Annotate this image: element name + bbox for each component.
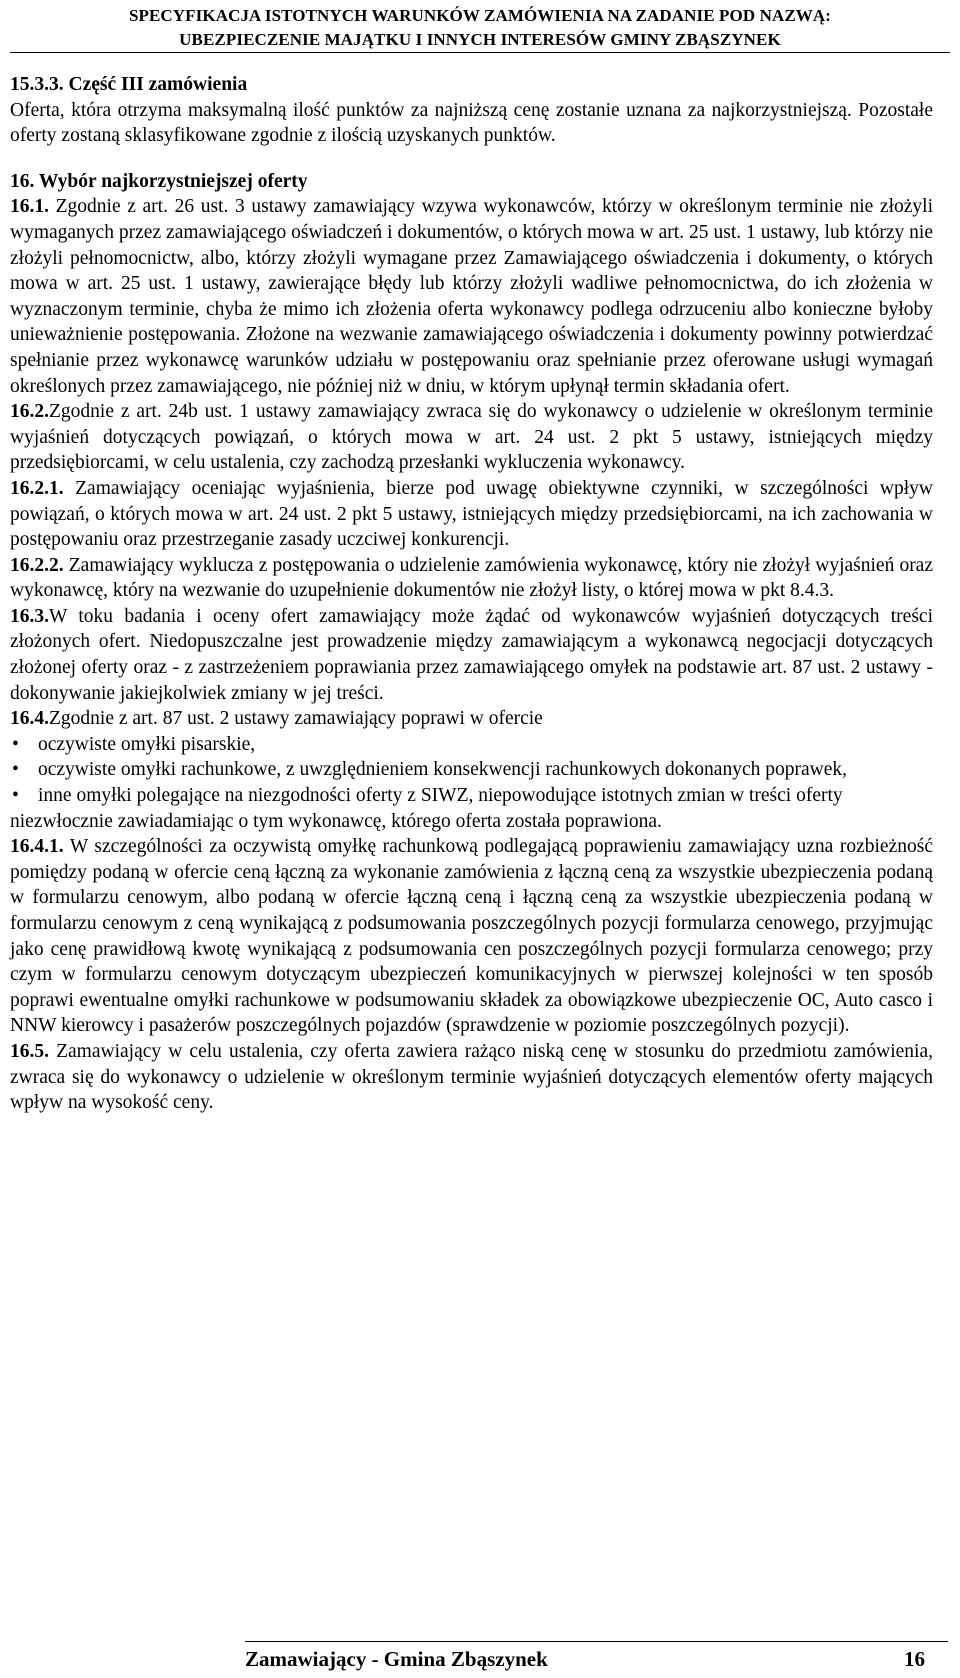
list-item: • inne omyłki polegające na niezgodności oferty z SIWZ, niepowodujące istotnych zmian w treści oferty [10,783,933,809]
section-16-5: 16.5. Zamawiający w celu ustalenia, czy oferta zawiera rażąco niską cenę w stosunku do przedmiotu zamówienia, zwraca się do wykonawcy o udzielenie w określonym terminie wyjaśnień dotyczących elementów oferty mających wpływ na wysokość ceny. [10,1040,933,1114]
section-number: 16.2. [10,401,49,423]
footer-organization: Zamawiający - Gmina Zbąszynek [245,1647,548,1671]
bullet-icon: • [12,759,19,781]
section-number: 16.3. [10,605,49,627]
section-16-2: 16.2.Zgodnie z art. 24b ust. 1 ustawy zamawiający zwraca się do wykonawcy o udzielenie w określonym terminie wyjaśnień dotyczących powiązań, o których mowa w art. 24 ust. 2 pkt 5 ustawy, istniejących między przedsiębiorcami, w celu ustalenia, czy zachodzą przesłanki wykluczenia wykonawcy. [10,401,933,474]
section-15-3-3-heading: 15.3.3. Część III zamówienia [10,74,248,95]
bullet-icon: • [12,733,19,755]
section-number: 16.4.1. [10,836,64,858]
bullet-icon: • [12,785,19,807]
section-15-3-3-text: Oferta, która otrzyma maksymalną ilość punktów za najniższą cenę zostanie uznana za najkorzystniejszą. Pozostałe oferty zostaną sklasyfikowane zgodnie z ilością uzyskanych punktów. [10,99,933,147]
page-number: 16 [904,1647,925,1671]
section-number: 16.4. [10,708,49,730]
section-number: 16.2.1. [10,477,64,499]
header-divider [10,52,950,53]
section-16-4-after: niezwłocznie zawiadamiając o tym wykonawcę, którego oferta została poprawiona. [10,810,662,832]
section-16-4-1: 16.4.1. W szczególności za oczywistą omyłkę rachunkową podlegającą poprawieniu zamawiający uzna rozbieżność pomiędzy podaną w ofercie ceną łączną za wykonanie zamówienia z łączną ceną za wszystkie ubezpieczenia podaną w formularzu cenowym, albo podaną w ofercie łączną ceną i łączną ceną za wszystkie ubezpieczenia podaną w formularzu cenowym z ceną wynikającą z podsumowania poszczególnych pozycji formularza cenowego, przyjmując jako cenę prawidłową kwotę wynikającą z podsumowania cen poszczególnych pozycji formularza cenowego; przy czym w formularzu cenowym dotyczącym ubezpieczeń komunikacyjnych w pierwszej kolejności w ten sposób poprawi ewentualne omyłki rachunkowe w podsumowaniu składek za obowiązkowe ubezpieczenie OC, Auto casco i NNW kierowcy i pasażerów poszczególnych pojazdów (sprawdzenie w poziomie poszczególnych pozycji). [10,836,933,1037]
section-16-1: 16.1. Zgodnie z art. 26 ust. 3 ustawy zamawiający wzywa wykonawców, którzy w określonym terminie nie złożyli wymaganych przez zamawiającego oświadczeń i dokumentów, o których mowa w art. 25 ust. 1 ustawy, lub którzy nie złożyli pełnomocnictw, albo, którzy złożyli wymagane przez Zamawiającego oświadczenia i dokumenty, o których mowa w art. 25 ust. 1 ustawy, zawierające błędy lub którzy złożyli wadliwe pełnomocnictwa, do ich złożenia w wyznaczonym terminie, chyba że mimo ich złożenia oferta wykonawcy podlega odrzuceniu albo konieczne byłoby unieważnienie postępowania. Złożone na wezwanie zamawiającego oświadczenia i dokumenty powinny potwierdzać spełnianie przez wykonawcę warunków udziału w postępowaniu oraz spełnianie przez oferowane usługi wymagań określonych przez zamawiającego, nie później niż w dniu, w którym upłynął termin składania ofert. [10,196,933,397]
list-item: • oczywiste omyłki pisarskie, [10,732,933,758]
section-16-3: 16.3.W toku badania i oceny ofert zamawiający może żądać od wykonawców wyjaśnień dotyczących treści złożonych ofert. Niedopuszczalne jest prowadzenie między zamawiającym a wykonawcą negocjacji dotyczących złożonej oferty oraz - z zastrzeżeniem poprawiania przez zamawiającego omyłek na podstawie art. 87 ust. 2 ustawy - dokonywanie jakiejkolwiek zmiany w jej treści. [10,605,933,704]
header-line-2: UBEZPIECZENIE MAJĄTKU I INNYCH INTERESÓW GMINY ZBĄSZYNEK [179,30,781,49]
document-body [10,72,933,1116]
section-16-2-1: 16.2.1. Zamawiający oceniając wyjaśnienia, bierze pod uwagę obiektywne czynniki, w szczególności wpływ powiązań, o których mowa w art. 24 ust. 2 pkt 5 ustawy, istniejących między przedsiębiorcami, na ich zachowania w postępowaniu oraz przestrzeganie zasady uczciwej konkurencji. [10,477,933,551]
list-item: • oczywiste omyłki rachunkowe, z uwzględnieniem konsekwencji rachunkowych dokonanych poprawek, [10,757,933,783]
section-16-heading: 16. Wybór najkorzystniejszej oferty [10,170,308,192]
page-header [0,4,960,52]
section-16-4: 16.4.Zgodnie z art. 87 ust. 2 ustawy zamawiający poprawi w ofercie [10,708,543,730]
section-number: 16.5. [10,1040,49,1062]
section-16-2-2: 16.2.2. Zamawiający wyklucza z postępowania o udzielenie zamówienia wykonawcę, który nie złożył wyjaśnień oraz wykonawcę, który na wezwanie do uzupełnienie dokumentów nie złożył listy, o której mowa w pkt 8.4.3. [10,554,933,602]
section-number: 16.1. [10,196,49,218]
header-line-1: SPECYFIKACJA ISTOTNYCH WARUNKÓW ZAMÓWIENIA NA ZADANIE POD NAZWĄ: [128,6,832,25]
footer-divider [245,1641,948,1642]
section-number: 16.2.2. [10,554,64,576]
